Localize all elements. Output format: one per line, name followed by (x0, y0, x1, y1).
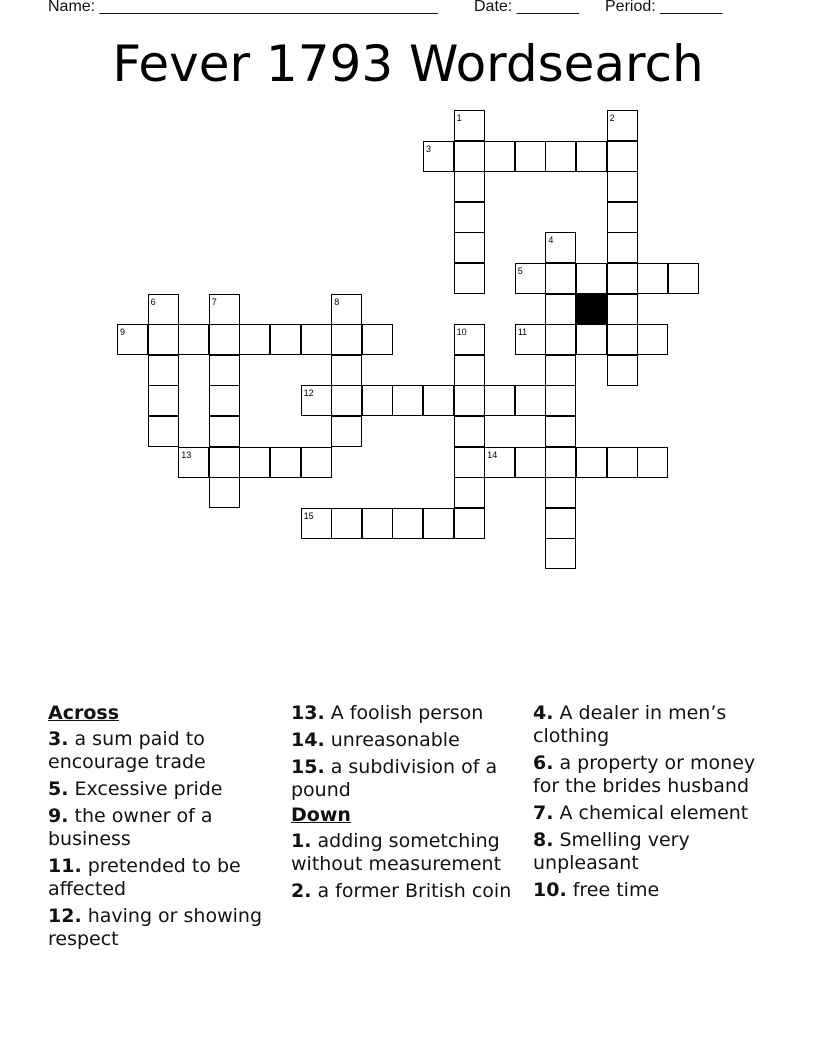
grid-cell[interactable] (301, 324, 332, 355)
clue-item-number: 9. (48, 805, 69, 827)
clue-number: 14 (487, 449, 498, 460)
clue-item-text: A dealer in men’s clothing (533, 702, 727, 747)
clue-item-number: 8. (533, 829, 554, 851)
clue-number: 7 (211, 296, 217, 307)
clue-item-number: 6. (533, 752, 554, 774)
page-title: Fever 1793 Wordsearch (112, 35, 704, 93)
clue-number: 10 (456, 327, 467, 338)
clue-number: 9 (120, 327, 126, 338)
grid-cell[interactable] (362, 385, 393, 416)
clue-item-text: a former British coin (311, 880, 512, 902)
clue-item (48, 778, 278, 801)
grid-cell[interactable] (576, 324, 607, 355)
grid-cell[interactable] (209, 447, 240, 478)
grid-cell[interactable] (454, 263, 485, 294)
grid-cell[interactable] (545, 355, 576, 386)
grid-cell[interactable] (148, 416, 179, 447)
clue-number: 8 (334, 296, 340, 307)
grid-cell[interactable] (545, 385, 576, 416)
grid-cell[interactable] (117, 324, 148, 355)
clue-number: 2 (609, 113, 615, 123)
grid-cell[interactable] (423, 141, 454, 172)
clue-item (533, 879, 773, 902)
grid-cell[interactable] (545, 263, 576, 294)
date-field[interactable]: Date: _______ (474, 0, 579, 15)
clue-item-number: 11. (48, 855, 82, 877)
grid-cell[interactable] (148, 385, 179, 416)
clue-item-number: 7. (533, 802, 554, 824)
clue-item-text: a property or money for the brides husband (533, 752, 756, 797)
clue-item (291, 756, 521, 802)
clue-item-number: 15. (291, 756, 325, 778)
clue-number: 3 (426, 143, 432, 154)
grid-cell[interactable] (331, 385, 362, 416)
grid-cell[interactable] (515, 141, 546, 172)
grid-cell[interactable] (545, 508, 576, 539)
clue-number: 4 (548, 235, 554, 246)
clue-item (291, 729, 521, 752)
grid-cell[interactable] (607, 141, 638, 172)
clue-item-number: 12. (48, 905, 82, 927)
grid-cell[interactable] (423, 385, 454, 416)
grid-cell[interactable] (668, 263, 699, 294)
clue-item (48, 855, 278, 901)
clue-number: 1 (456, 113, 462, 123)
grid-cell[interactable] (545, 141, 576, 172)
grid-cell[interactable] (392, 508, 423, 539)
grid-cell[interactable] (576, 263, 607, 294)
grid-cell[interactable] (331, 508, 362, 539)
clue-item (533, 829, 773, 875)
grid-cell[interactable] (637, 447, 668, 478)
clues-column-1 (48, 702, 278, 955)
clue-item-text: a subdivision of a pound (291, 756, 498, 801)
grid-cell[interactable] (209, 294, 240, 325)
grid-cell[interactable] (607, 447, 638, 478)
clue-item-text: Smelling very unpleasant (533, 829, 690, 874)
clue-item-number: 5. (48, 778, 69, 800)
grid-cell[interactable] (545, 447, 576, 478)
grid-cell[interactable] (362, 324, 393, 355)
clue-item-number: 2. (291, 880, 312, 902)
clue-item (48, 728, 278, 774)
grid-cell[interactable] (515, 324, 546, 355)
clue-item-text: free time (566, 879, 660, 901)
clue-number: 13 (181, 449, 192, 460)
grid-cell[interactable] (454, 232, 485, 263)
clue-item-text: adding sometching without measurement (291, 830, 502, 875)
grid-cell[interactable] (454, 110, 485, 141)
grid-cell[interactable] (515, 447, 546, 478)
clue-item (291, 830, 521, 876)
grid-cell[interactable] (454, 355, 485, 386)
grid-cell[interactable] (515, 385, 546, 416)
clues-column-3 (533, 702, 773, 906)
grid-cell[interactable] (484, 141, 515, 172)
grid-cell[interactable] (331, 324, 362, 355)
clue-number: 12 (303, 388, 314, 399)
grid-cell[interactable] (454, 324, 485, 355)
grid-cell[interactable] (331, 294, 362, 325)
grid-cell[interactable] (331, 416, 362, 447)
clue-item-number: 4. (533, 702, 554, 724)
grid-cell[interactable] (148, 294, 179, 325)
grid-cell[interactable] (209, 355, 240, 386)
clue-number: 5 (517, 266, 523, 276)
grid-cell[interactable] (607, 171, 638, 202)
clue-number: 6 (150, 296, 156, 307)
name-field[interactable]: Name: ______________________________________ (48, 0, 438, 15)
clues-column-2 (291, 702, 521, 907)
grid-cell[interactable] (454, 171, 485, 202)
grid-cell[interactable] (454, 477, 485, 508)
grid-cell[interactable] (545, 294, 576, 325)
grid-cell[interactable] (484, 447, 515, 478)
grid-cell[interactable] (607, 355, 638, 386)
grid-cell[interactable] (454, 416, 485, 447)
grid-cell[interactable] (270, 447, 301, 478)
grid-cell[interactable] (239, 324, 270, 355)
grid-cell[interactable] (392, 385, 423, 416)
grid-cell[interactable] (239, 447, 270, 478)
grid-cell[interactable] (209, 385, 240, 416)
period-field[interactable]: Period: _______ (605, 0, 723, 15)
grid-cell[interactable] (331, 355, 362, 386)
grid-cell[interactable] (178, 447, 209, 478)
grid-cell[interactable] (301, 385, 332, 416)
grid-cell[interactable] (576, 447, 607, 478)
grid-cell[interactable] (454, 508, 485, 539)
grid-cell[interactable] (454, 202, 485, 233)
grid-cell[interactable] (637, 263, 668, 294)
grid-cell[interactable] (515, 263, 546, 294)
grid-cell[interactable] (209, 324, 240, 355)
grid-cell[interactable] (607, 110, 638, 141)
grid-cell[interactable] (607, 294, 638, 325)
grid-cell[interactable] (545, 538, 576, 569)
grid-cell[interactable] (301, 447, 332, 478)
grid-cell[interactable] (607, 232, 638, 263)
grid-cell[interactable] (545, 232, 576, 263)
clue-item-text: A foolish person (324, 702, 484, 724)
grid-cell[interactable] (576, 141, 607, 172)
clue-item-text: unreasonable (324, 729, 460, 751)
clue-number: 11 (517, 327, 528, 338)
grid-cell[interactable] (301, 508, 332, 539)
black-grid-cell (576, 294, 607, 325)
grid-cell[interactable] (362, 508, 393, 539)
across-heading: Across (48, 702, 120, 724)
grid-cell[interactable] (545, 416, 576, 447)
clue-item-number: 3. (48, 728, 69, 750)
grid-cell[interactable] (454, 447, 485, 478)
grid-cell[interactable] (454, 385, 485, 416)
grid-cell[interactable] (454, 141, 485, 172)
grid-cell[interactable] (607, 202, 638, 233)
grid-cell[interactable] (607, 324, 638, 355)
grid-cell[interactable] (607, 263, 638, 294)
clue-item (48, 805, 278, 851)
clue-item-text: Excessive pride (68, 778, 223, 800)
clue-item (533, 702, 773, 748)
clue-item-text: A chemical element (553, 802, 749, 824)
grid-cell[interactable] (545, 324, 576, 355)
grid-cell[interactable] (209, 416, 240, 447)
clue-item-text: the owner of a business (48, 805, 213, 850)
clue-number: 15 (303, 510, 314, 521)
clue-item-number: 14. (291, 729, 325, 751)
grid-cell[interactable] (545, 477, 576, 508)
down-heading: Down (291, 804, 351, 826)
clue-item-text: a sum paid to encourage trade (48, 728, 206, 773)
clue-item-number: 13. (291, 702, 325, 724)
grid-cell[interactable] (178, 324, 209, 355)
grid-cell[interactable] (270, 324, 301, 355)
clue-item (48, 905, 278, 951)
grid-cell[interactable] (484, 385, 515, 416)
grid-cell[interactable] (637, 324, 668, 355)
clue-item (291, 702, 521, 725)
clue-item-text: having or showing respect (48, 905, 263, 950)
grid-cell[interactable] (148, 324, 179, 355)
grid-cell[interactable] (148, 355, 179, 386)
clue-item-text: pretended to be affected (48, 855, 241, 900)
clue-item (533, 752, 773, 798)
clue-item-number: 10. (533, 879, 567, 901)
clue-item (533, 802, 773, 825)
grid-cell[interactable] (209, 477, 240, 508)
clue-item (291, 880, 521, 903)
clue-item-number: 1. (291, 830, 312, 852)
grid-cell[interactable] (423, 508, 454, 539)
